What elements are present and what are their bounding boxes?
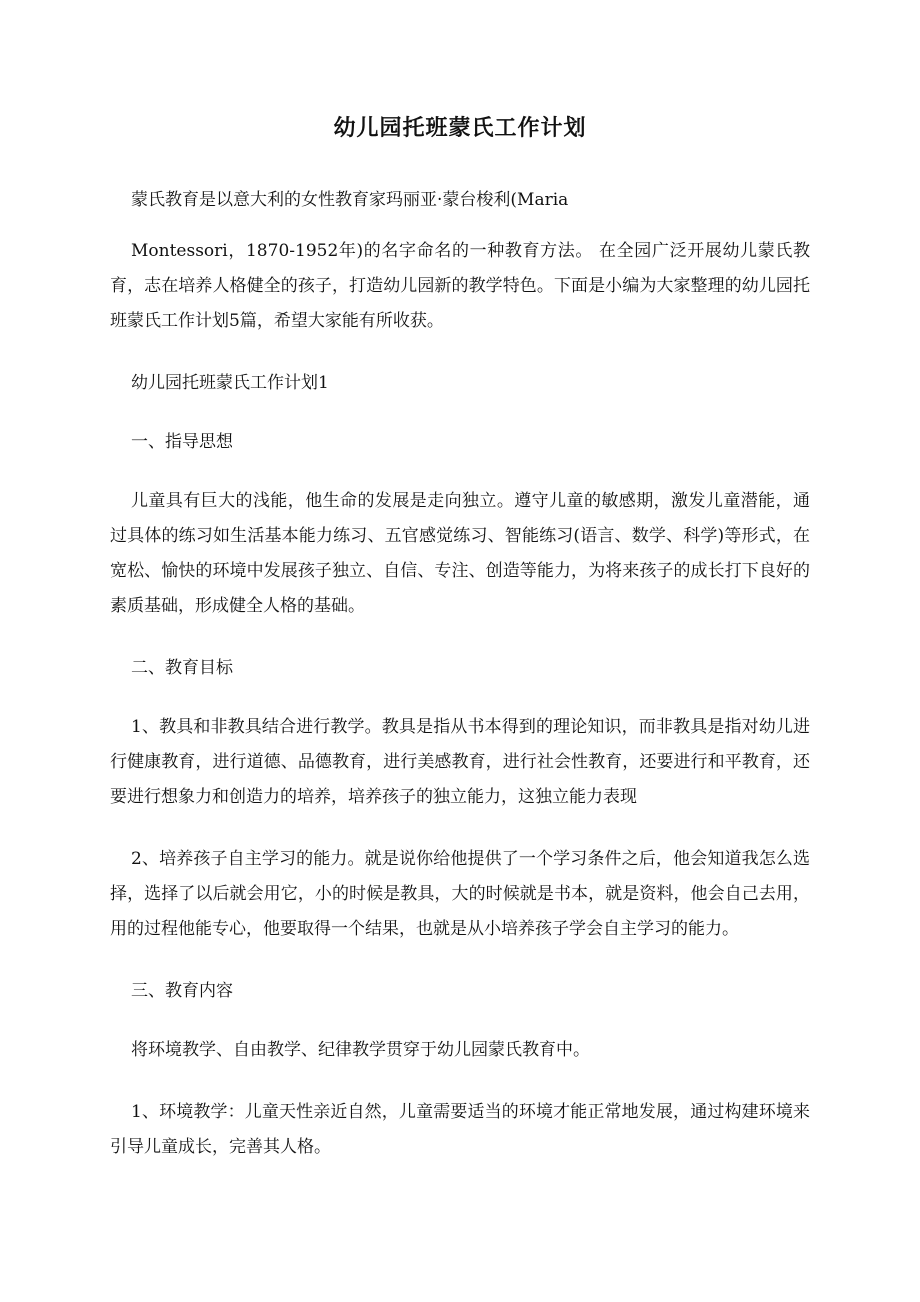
section-heading-education-content: 三、教育内容 bbox=[131, 981, 233, 1001]
document-title: 幼儿园托班蒙氏工作计划 bbox=[333, 115, 587, 141]
plan-heading-1: 幼儿园托班蒙氏工作计划1 bbox=[131, 373, 329, 393]
paragraph-content-1: 1、环境教学：儿童天性亲近自然，儿童需要适当的环境才能正常地发展，通过构建环境来引导儿童成长，完善其人格。 bbox=[110, 1102, 810, 1157]
paragraph-content-summary: 将环境教学、自由教学、纪律教学贯穿于幼儿园蒙氏教育中。 bbox=[131, 1040, 590, 1060]
paragraph-goal-1: 1、教具和非教具结合进行教学。教具是指从书本得到的理论知识，而非教具是指对幼儿进行健康教育，进行道德、品德教育，进行美感教育，进行社会性教育，还要进行和平教育，还要进行想象力和创造力的培养，培养孩子的独立能力，这独立能力表现 bbox=[110, 717, 810, 807]
section-heading-education-goals: 二、教育目标 bbox=[131, 658, 233, 678]
intro-paragraph-1: 蒙氏教育是以意大利的女性教育家玛丽亚·蒙台梭利(Maria bbox=[131, 190, 569, 210]
intro-paragraph-2: Montessori，1870-1952年)的名字命名的一种教育方法。 在全园广泛开展幼儿蒙氏教育，志在培养人格健全的孩子，打造幼儿园新的教学特色。下面是小编为大家整理的幼儿园托班蒙氏工作计划5篇，希望大家能有所收获。 bbox=[110, 241, 810, 331]
paragraph-guiding-thought: 儿童具有巨大的浅能，他生命的发展是走向独立。遵守儿童的敏感期，激发儿童潜能，通过具体的练习如生活基本能力练习、五官感觉练习、智能练习(语言、数学、科学)等形式，在宽松、愉快的环境中发展孩子独立、自信、专注、创造等能力，为将来孩子的成长打下良好的素质基础，形成健全人格的基础。 bbox=[110, 491, 810, 616]
section-heading-guiding-thought: 一、指导思想 bbox=[131, 432, 233, 452]
document-body bbox=[110, 183, 810, 1165]
paragraph-goal-2: 2、培养孩子自主学习的能力。就是说你给他提供了一个学习条件之后，他会知道我怎么选择，选择了以后就会用它，小的时候是教具，大的时候就是书本，就是资料，他会自己去用，用的过程他能专心，他要取得一个结果，也就是从小培养孩子学会自主学习的能力。 bbox=[110, 849, 810, 939]
